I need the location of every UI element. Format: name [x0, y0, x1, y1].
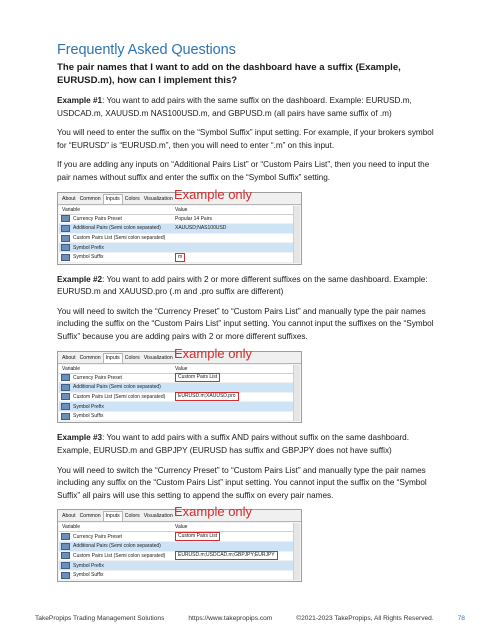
input-type-icon	[61, 403, 70, 410]
inputs-grid	[59, 523, 300, 580]
row-value[interactable]: Popular 14 Pairs	[175, 215, 212, 222]
custom-pairs-value[interactable]: EURUSD.m;USDCAD.m;GBPJPY;EURJPY	[175, 551, 278, 560]
document-page	[57, 42, 445, 591]
tab-visualization[interactable]: Visualization	[143, 195, 173, 202]
input-type-icon	[61, 562, 70, 569]
input-type-icon	[61, 235, 70, 242]
example1-para3: If you are adding any inputs on “Additional Pairs List” or “Custom Pairs List”, then you need to input the pair names without suffix and enter the suffix on the “Symbol Suffix” setting.	[57, 160, 430, 182]
tab-colors[interactable]: Colors	[124, 354, 140, 361]
tab-inputs[interactable]: Inputs	[103, 353, 123, 363]
table-row[interactable]: Currency Pairs Preset Popular 14 Pairs	[59, 215, 300, 225]
column-header-value: Value	[175, 206, 188, 213]
tab-common[interactable]: Common	[79, 195, 101, 202]
custom-pairs-value[interactable]: EURUSD.m;XAUUSD.pro	[175, 392, 239, 401]
symbol-suffix-value[interactable]: m	[175, 253, 185, 262]
column-header-variable: Variable	[62, 524, 80, 531]
example1-para2: You will need to enter the suffix on the “Symbol Suffix” input setting. For example, if your brokers symbol for “EURUSD” is “EURUSD.m”, then you will need to enter “.m” on this input.	[57, 128, 434, 150]
input-type-icon	[61, 384, 70, 391]
currency-preset-value[interactable]: Custom Pairs List	[175, 373, 220, 382]
table-row[interactable]: Additional Pairs (Semi colon separated) XAUUSD;NAS100USD	[59, 224, 300, 234]
tab-visualization[interactable]: Visualization	[143, 354, 173, 361]
tab-inputs[interactable]: Inputs	[103, 194, 123, 204]
currency-preset-value[interactable]: Custom Pairs List	[175, 532, 220, 541]
table-row[interactable]: Symbol Prefix	[59, 561, 300, 571]
footer-company: TakePropips Trading Management Solutions	[35, 615, 165, 622]
example-only-annotation: Example only	[174, 345, 253, 361]
input-type-icon	[61, 543, 70, 550]
tab-about[interactable]: About	[62, 195, 76, 202]
table-row[interactable]: Symbol Suffix m	[59, 253, 300, 263]
scrollbar[interactable]	[293, 365, 300, 422]
table-row[interactable]: Additional Pairs (Semi colon separated)	[59, 383, 300, 393]
scrollbar[interactable]	[293, 206, 300, 263]
example-only-annotation: Example only	[174, 186, 253, 202]
table-row[interactable]: Symbol Prefix	[59, 243, 300, 253]
column-header-value: Value	[175, 524, 188, 531]
input-type-icon	[61, 572, 70, 579]
inputs-panel-1	[57, 186, 302, 265]
tab-about[interactable]: About	[62, 513, 76, 520]
tab-common[interactable]: Common	[79, 513, 101, 520]
tab-colors[interactable]: Colors	[124, 513, 140, 520]
page-heading: Frequently Asked Questions	[57, 42, 236, 58]
inputs-panel-2	[57, 345, 302, 424]
input-type-icon	[61, 254, 70, 261]
example3-para2: You will need to switch the “Currency Preset” to “Custom Pairs List” and manually type the pair names including any suffix on the “Custom Pairs List” input setting. You cannot input the suffix on the “Symbol Suffix” all pairs will use this setting to append the suffix on every pair names.	[57, 465, 427, 500]
table-row[interactable]: Currency Pairs Preset Custom Pairs List	[59, 532, 300, 542]
example2-para2: You will need to switch the “Currency Preset” to “Custom Pairs List” and manually type the pair names including the suffix on the “Custom Pairs List” input setting. You cannot input the suffixes on the “Symbol Suffix” because you are adding pairs with 2 or more different suffixes.	[57, 306, 434, 341]
table-row[interactable]: Currency Pairs Preset Custom Pairs List	[59, 374, 300, 384]
inputs-grid	[59, 206, 300, 263]
example3-label: Example #3	[57, 433, 103, 443]
table-row[interactable]: Custom Pairs List (Semi colon separated) EURUSD.m;USDCAD.m;GBPJPY;EURJPY	[59, 552, 300, 562]
row-value[interactable]: XAUUSD;NAS100USD	[175, 225, 227, 232]
table-row[interactable]: Custom Pairs List (Semi colon separated)	[59, 234, 300, 244]
column-header-variable: Variable	[62, 206, 80, 213]
page-number: 78	[457, 615, 465, 622]
input-type-icon	[61, 533, 70, 540]
page-footer	[35, 615, 465, 622]
tab-visualization[interactable]: Visualization	[143, 513, 173, 520]
faq-question: The pair names that I want to add on the dashboard have a suffix (Example, EURUSD.m), how can I implement this?	[57, 62, 401, 86]
tab-colors[interactable]: Colors	[124, 195, 140, 202]
input-type-icon	[61, 552, 70, 559]
input-type-icon	[61, 225, 70, 232]
table-row[interactable]: Additional Pairs (Semi colon separated)	[59, 542, 300, 552]
example-only-annotation: Example only	[174, 504, 253, 520]
table-row[interactable]: Symbol Suffix	[59, 412, 300, 422]
example3-intro: Example #3: You want to add pairs with a suffix AND pairs without suffix on the same dashboard. Example, EURUSD.m and GBPJPY (EURUSD has suffix and GBPJPY does not have suffix)	[57, 433, 409, 456]
tab-common[interactable]: Common	[79, 354, 101, 361]
table-row[interactable]: Custom Pairs List (Semi colon separated) EURUSD.m;XAUUSD.pro	[59, 393, 300, 403]
example1-label: Example #1	[57, 96, 103, 105]
tab-about[interactable]: About	[62, 354, 76, 361]
table-row[interactable]: Symbol Prefix	[59, 402, 300, 412]
example2-label: Example #2	[57, 274, 103, 284]
input-type-icon	[61, 393, 70, 400]
input-type-icon	[61, 413, 70, 420]
inputs-panel-3	[57, 504, 302, 582]
input-type-icon	[61, 244, 70, 251]
input-type-icon	[61, 374, 70, 381]
footer-url[interactable]: https://www.takepropips.com	[188, 615, 273, 622]
example1-intro: Example #1: You want to add pairs with the same suffix on the dashboard. Example: EURUSD.m, USDCAD.m, XAUUSD.m NAS100USD.m, and GBPUSD.m (all pairs have same suffix of .m)	[57, 96, 412, 118]
column-header-variable: Variable	[62, 365, 80, 372]
table-row[interactable]: Symbol Suffix	[59, 571, 300, 581]
tab-inputs[interactable]: Inputs	[103, 511, 123, 521]
example2-intro: Example #2: You want to add pairs with 2 or more different suffixes on the same dashboard. Example: EURUSD.m and XAUUSD.pro (.m and .pro suffix are different)	[57, 274, 428, 297]
scrollbar[interactable]	[293, 523, 300, 580]
footer-copyright: ©2021-2023 TakePropips, All Rights Reserved.	[296, 615, 434, 622]
column-header-value: Value	[175, 365, 188, 372]
inputs-grid	[59, 365, 300, 422]
input-type-icon	[61, 215, 70, 222]
